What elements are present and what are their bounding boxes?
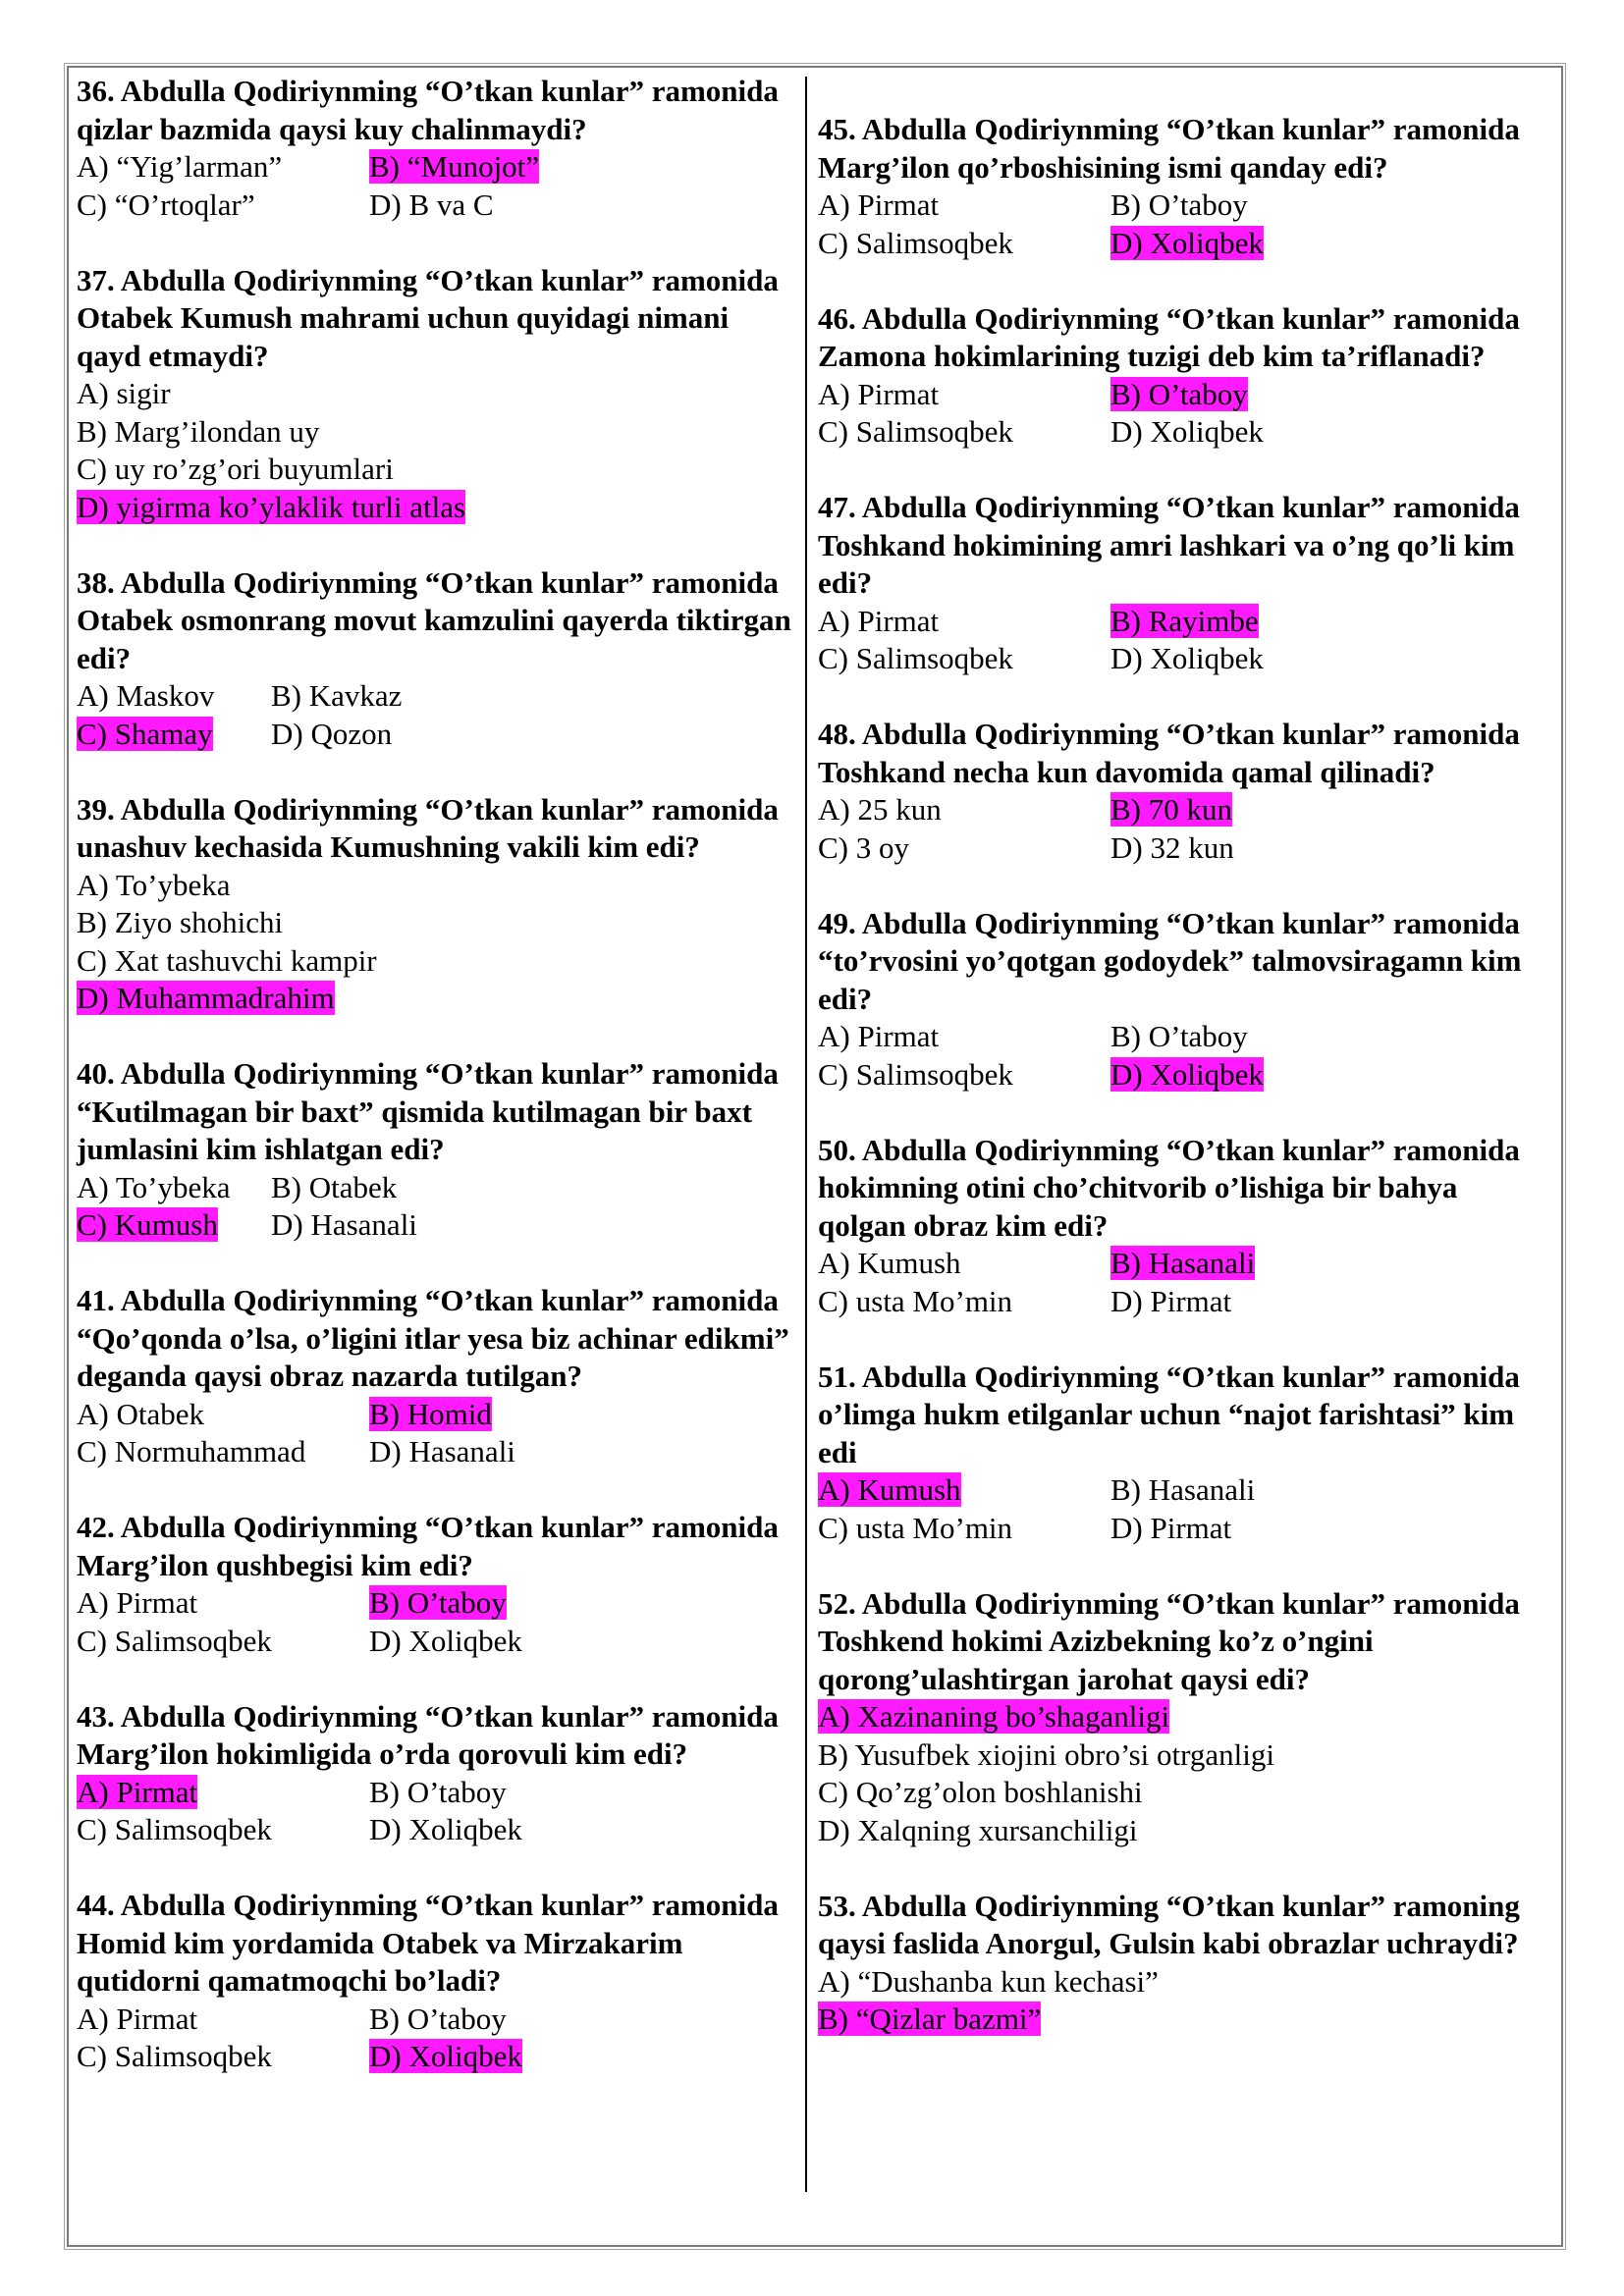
answer-row <box>818 1471 1544 1510</box>
question-block <box>77 1055 793 1245</box>
answer-option-text: A) Pirmat <box>77 1585 198 1620</box>
answer-row <box>818 1056 1544 1095</box>
answer-option-text: B) O’taboy <box>369 2001 507 2036</box>
question-block <box>77 1282 793 1471</box>
answer-option <box>369 187 494 225</box>
question-text: 50. Abdulla Qodiriynming “O’tkan kunlar” ramonida hokimning otini cho’chitvorib o’lishiga bir bahya qolgan obraz kim edi? <box>818 1132 1520 1243</box>
answer-option <box>1110 1283 1231 1321</box>
answer-option <box>77 2038 369 2076</box>
answer-option <box>818 187 1110 225</box>
answer-option <box>818 1018 1110 1056</box>
answer-option <box>818 1471 1110 1510</box>
correct-answer-highlight: B) Homid <box>369 1396 492 1431</box>
answer-option <box>818 791 1110 829</box>
question-block <box>77 564 793 754</box>
correct-answer-highlight: A) Pirmat <box>77 1774 198 1809</box>
answer-option <box>1110 376 1248 414</box>
answer-option <box>77 1584 369 1623</box>
answer-option <box>1110 603 1259 641</box>
answer-option-text: A) To’ybeka <box>77 867 231 902</box>
answer-option-text: C) 3 oy <box>818 829 909 865</box>
answer-option-text: A) “Dushanba kun kechasi” <box>818 1963 1159 1999</box>
question-text: 42. Abdulla Qodiriynming “O’tkan kunlar” ramonida Marg’ilon qushbegisi kim edi? <box>77 1510 779 1582</box>
answer-option-text: A) Maskov <box>77 678 215 713</box>
answer-option <box>369 1396 492 1434</box>
answer-option-text: A) 25 kun <box>818 792 942 827</box>
answer-option <box>1110 1245 1255 1283</box>
answer-option-text: D) Xoliqbek <box>369 1623 522 1658</box>
answer-row <box>77 1433 793 1471</box>
answer-row <box>818 1245 1544 1283</box>
question-block <box>77 73 793 224</box>
question-block <box>818 1585 1544 1850</box>
correct-answer-highlight: A) Xazinaning bo’shaganligi <box>818 1699 1170 1734</box>
question-text: 47. Abdulla Qodiriynming “O’tkan kunlar” ramonida Toshkand hokimining amri lashkari va o’ng qo’li kim edi? <box>818 490 1520 600</box>
answer-option-text: A) sigir <box>77 376 171 410</box>
answer-option-text: C) uy ro’zg’ori buyumlari <box>77 452 394 486</box>
answer-row <box>818 187 1544 225</box>
answer-option <box>818 1056 1110 1095</box>
answer-row <box>77 1623 793 1661</box>
answer-option <box>1110 225 1264 263</box>
correct-answer-highlight: D) Xoliqbek <box>1110 1056 1264 1092</box>
correct-answer-highlight: A) Kumush <box>818 1472 961 1507</box>
answer-option-text: A) Otabek <box>77 1396 204 1431</box>
question-block <box>818 111 1544 262</box>
correct-answer-highlight: D) Xoliqbek <box>1110 225 1264 260</box>
answer-option <box>77 1169 271 1207</box>
answer-option-text: B) O’taboy <box>1110 187 1248 222</box>
question-text: 46. Abdulla Qodiriynming “O’tkan kunlar” ramonida Zamona hokimlarining tuzigi deb kim ta’riflanadi? <box>818 300 1520 373</box>
answer-option <box>818 829 1110 868</box>
answer-option <box>77 375 793 413</box>
correct-answer-highlight: B) 70 kun <box>1110 792 1232 827</box>
answer-row <box>77 187 793 225</box>
answer-option <box>818 1283 1110 1321</box>
answer-option <box>77 1774 369 1812</box>
answer-option-text: D) Xoliqbek <box>1110 641 1264 675</box>
correct-answer-highlight: D) yigirma ko’ylaklik turli atlas <box>77 489 466 524</box>
question-text: 44. Abdulla Qodiriynming “O’tkan kunlar” ramonida Homid kim yordamida Otabek va Mirzakarim qutidorni qamatmoqchi bo’ladi? <box>77 1888 779 1998</box>
answer-option <box>271 677 402 716</box>
answer-option <box>77 451 793 489</box>
answer-option-text: C) Normuhammad <box>77 1434 306 1468</box>
answer-row <box>77 1396 793 1434</box>
question-block <box>818 1132 1544 1321</box>
answer-option-text: C) Salimsoqbek <box>818 225 1013 260</box>
answer-option <box>271 1206 417 1245</box>
answer-option-text: A) Pirmat <box>77 2001 198 2036</box>
answer-option-text: C) Salimsoqbek <box>818 641 1013 675</box>
answer-option <box>77 867 793 905</box>
answer-option-text: B) Otabek <box>271 1169 398 1204</box>
answer-option <box>818 376 1110 414</box>
answer-option <box>77 489 793 527</box>
answer-option-text: C) usta Mo’min <box>818 1283 1013 1318</box>
answer-option-text: D) Xalqning xursanchiligi <box>818 1812 1138 1847</box>
question-block <box>818 1888 1544 2039</box>
question-text: 41. Abdulla Qodiriynming “O’tkan kunlar” ramonida “Qo’qonda o’lsa, o’ligini itlar yesa biz achinar edikmi” deganda qaysi obraz nazarda tutilgan? <box>77 1283 789 1393</box>
answer-option-text: C) Salimsoqbek <box>77 1812 272 1846</box>
answer-option <box>369 1774 507 1812</box>
answer-option-text: D) Xoliqbek <box>369 1812 522 1846</box>
answer-option <box>818 1812 1544 1850</box>
answer-option-text: A) To’ybeka <box>77 1169 231 1204</box>
answer-option <box>77 2001 369 2039</box>
answer-option <box>1110 829 1234 868</box>
answer-option <box>1110 1056 1264 1095</box>
answer-row <box>818 640 1544 678</box>
correct-answer-highlight: B) Rayimbe <box>1110 603 1259 638</box>
correct-answer-highlight: C) Kumush <box>77 1207 218 1242</box>
answer-option-text: B) O’taboy <box>369 1774 507 1809</box>
answer-option <box>369 2038 522 2076</box>
answer-option <box>818 1963 1544 2002</box>
answer-row <box>818 376 1544 414</box>
answer-option <box>818 1245 1110 1283</box>
answer-option <box>77 1206 271 1245</box>
answer-option <box>818 1736 1544 1775</box>
answer-option-text: D) 32 kun <box>1110 829 1234 865</box>
answer-option <box>77 1811 369 1849</box>
answer-option-text: D) Pirmat <box>1110 1283 1232 1318</box>
answer-option <box>369 1433 515 1471</box>
answer-option <box>1110 187 1248 225</box>
answer-row <box>77 1584 793 1623</box>
answer-option-text: A) Pirmat <box>818 603 940 638</box>
answer-option <box>369 1623 522 1661</box>
answer-option <box>818 225 1110 263</box>
correct-answer-highlight: D) Muhammadrahim <box>77 981 335 1015</box>
answer-row <box>77 148 793 187</box>
answer-row <box>818 603 1544 641</box>
answer-row <box>77 1206 793 1245</box>
answer-option-text: C) Salimsoqbek <box>77 1623 272 1658</box>
question-text: 52. Abdulla Qodiriynming “O’tkan kunlar” ramonida Toshkend hokimi Azizbekning ko’z o’ngini qorong’ulashtirgan jarohat qaysi edi? <box>818 1585 1520 1696</box>
question-text: 39. Abdulla Qodiriynming “O’tkan kunlar” ramonida unashuv kechasida Kumushning vakili kim edi? <box>77 791 779 864</box>
correct-answer-highlight: B) “Qizlar bazmi” <box>818 2002 1042 2036</box>
answer-option-text: C) “O’rtoqlar” <box>77 187 255 222</box>
answer-option-text: D) Pirmat <box>1110 1510 1232 1545</box>
answer-option <box>77 413 793 452</box>
answer-option-text: A) Pirmat <box>818 187 940 222</box>
answer-option <box>1110 640 1264 678</box>
answer-option <box>271 716 392 754</box>
answer-option <box>1110 413 1264 452</box>
question-block <box>77 1887 793 2076</box>
answer-option <box>369 1584 507 1623</box>
question-text: 43. Abdulla Qodiriynming “O’tkan kunlar” ramonida Marg’ilon hokimligida o’rda qorovuli kim edi? <box>77 1698 779 1771</box>
answer-row <box>77 1774 793 1812</box>
correct-answer-highlight: B) O’taboy <box>1110 376 1248 411</box>
answer-option <box>818 1698 1544 1736</box>
answer-option-text: C) Qo’zg’olon boshlanishi <box>818 1775 1143 1809</box>
answer-option <box>77 1396 369 1434</box>
answer-row <box>818 1018 1544 1056</box>
right-column <box>818 111 1544 2076</box>
question-text: 40. Abdulla Qodiriynming “O’tkan kunlar” ramonida “Kutilmagan bir baxt” qismida kutilmagan bir baxt jumlasini kim ishlatgan edi? <box>77 1056 779 1166</box>
question-text: 36. Abdulla Qodiriynming “O’tkan kunlar” ramonida qizlar bazmida qaysi kuy chalinmaydi? <box>77 74 779 146</box>
answer-option <box>77 980 793 1018</box>
answer-option-text: C) usta Mo’min <box>818 1510 1013 1545</box>
answer-row <box>77 677 793 716</box>
question-block <box>77 1509 793 1660</box>
answer-option-text: A) Pirmat <box>818 376 940 411</box>
answer-option-text: B) Kavkaz <box>271 678 403 713</box>
answer-option-text: B) Yusufbek xiojini obro’si otrganligi <box>818 1736 1274 1772</box>
answer-option <box>77 1623 369 1661</box>
answer-option <box>818 640 1110 678</box>
correct-answer-highlight: B) O’taboy <box>369 1585 507 1620</box>
answer-option <box>1110 1471 1255 1510</box>
answer-option-text: B) Marg’ilondan uy <box>77 413 320 449</box>
question-block <box>818 300 1544 452</box>
correct-answer-highlight: C) Shamay <box>77 716 213 751</box>
question-text: 51. Abdulla Qodiriynming “O’tkan kunlar” ramonida o’limga hukm etilganlar uchun “najot farishtasi” kim edi <box>818 1359 1520 1469</box>
correct-answer-highlight: D) Xoliqbek <box>369 2039 522 2073</box>
answer-row <box>818 1510 1544 1548</box>
answer-row <box>818 225 1544 263</box>
answer-option <box>77 677 271 716</box>
question-block <box>818 489 1544 678</box>
answer-option <box>369 1811 522 1849</box>
answer-option-text: B) O’taboy <box>1110 1019 1248 1053</box>
question-block <box>818 1359 1544 1548</box>
question-block <box>77 1698 793 1849</box>
answer-option <box>818 413 1110 452</box>
answer-row <box>77 1169 793 1207</box>
question-text: 37. Abdulla Qodiriynming “O’tkan kunlar” ramonida Otabek Kumush mahrami uchun quyidagi nimani qayd etmaydi? <box>77 262 779 373</box>
answer-row <box>818 791 1544 829</box>
question-block <box>77 791 793 1018</box>
answer-option-text: D) Xoliqbek <box>1110 414 1264 449</box>
column-divider <box>805 77 807 2192</box>
question-block <box>818 905 1544 1095</box>
answer-option-text: D) Qozon <box>271 716 393 751</box>
answer-option-text: D) B va C <box>369 187 494 222</box>
answer-option-text: A) “Yig’larman” <box>77 149 283 184</box>
answer-row <box>818 413 1544 452</box>
question-block <box>818 716 1544 867</box>
answer-option <box>369 2001 507 2039</box>
answer-option <box>77 1433 369 1471</box>
answer-option <box>77 904 793 942</box>
answer-option-text: C) Xat tashuvchi kampir <box>77 942 377 978</box>
question-text: 53. Abdulla Qodiriynming “O’tkan kunlar” ramoning qaysi faslida Anorgul, Gulsin kabi obrazlar uchraydi? <box>818 1888 1520 1960</box>
answer-option <box>818 603 1110 641</box>
answer-option-text: C) Salimsoqbek <box>818 1056 1013 1092</box>
answer-row <box>77 716 793 754</box>
answer-option <box>77 148 369 187</box>
answer-option <box>818 1774 1544 1812</box>
answer-option-text: D) Hasanali <box>271 1207 417 1242</box>
question-text: 38. Abdulla Qodiriynming “O’tkan kunlar” ramonida Otabek osmonrang movut kamzulini qayerda tiktirgan edi? <box>77 564 791 675</box>
answer-option <box>369 148 539 187</box>
correct-answer-highlight: B) Hasanali <box>1110 1246 1256 1280</box>
answer-option <box>818 2001 1544 2039</box>
answer-option <box>77 942 793 981</box>
answer-option <box>1110 1018 1248 1056</box>
answer-row <box>77 1811 793 1849</box>
question-text: 48. Abdulla Qodiriynming “O’tkan kunlar” ramonida Toshkand necha kun davomida qamal qilinadi? <box>818 717 1520 789</box>
question-text: 49. Abdulla Qodiriynming “O’tkan kunlar” ramonida “to’rvosini yo’qotgan godoydek” talmovsiragamn kim edi? <box>818 905 1522 1016</box>
answer-option-text: A) Kumush <box>818 1246 961 1280</box>
left-column <box>77 73 793 2113</box>
answer-row <box>77 2038 793 2076</box>
answer-option-text: B) Ziyo shohichi <box>77 905 284 939</box>
answer-option <box>77 716 271 754</box>
answer-row <box>77 2001 793 2039</box>
answer-row <box>818 829 1544 868</box>
answer-row <box>818 1283 1544 1321</box>
answer-option <box>1110 791 1232 829</box>
question-block <box>77 262 793 527</box>
answer-option <box>77 187 369 225</box>
answer-option <box>271 1169 397 1207</box>
answer-option <box>1110 1510 1231 1548</box>
answer-option <box>818 1510 1110 1548</box>
answer-option-text: C) Salimsoqbek <box>77 2039 272 2073</box>
answer-option-text: B) Hasanali <box>1110 1472 1256 1507</box>
answer-option-text: A) Pirmat <box>818 1019 940 1053</box>
correct-answer-highlight: B) “Munojot” <box>369 149 540 184</box>
question-text: 45. Abdulla Qodiriynming “O’tkan kunlar” ramonida Marg’ilon qo’rboshisining ismi qanday edi? <box>818 112 1520 185</box>
answer-option-text: D) Hasanali <box>369 1434 515 1468</box>
answer-option-text: C) Salimsoqbek <box>818 414 1013 449</box>
